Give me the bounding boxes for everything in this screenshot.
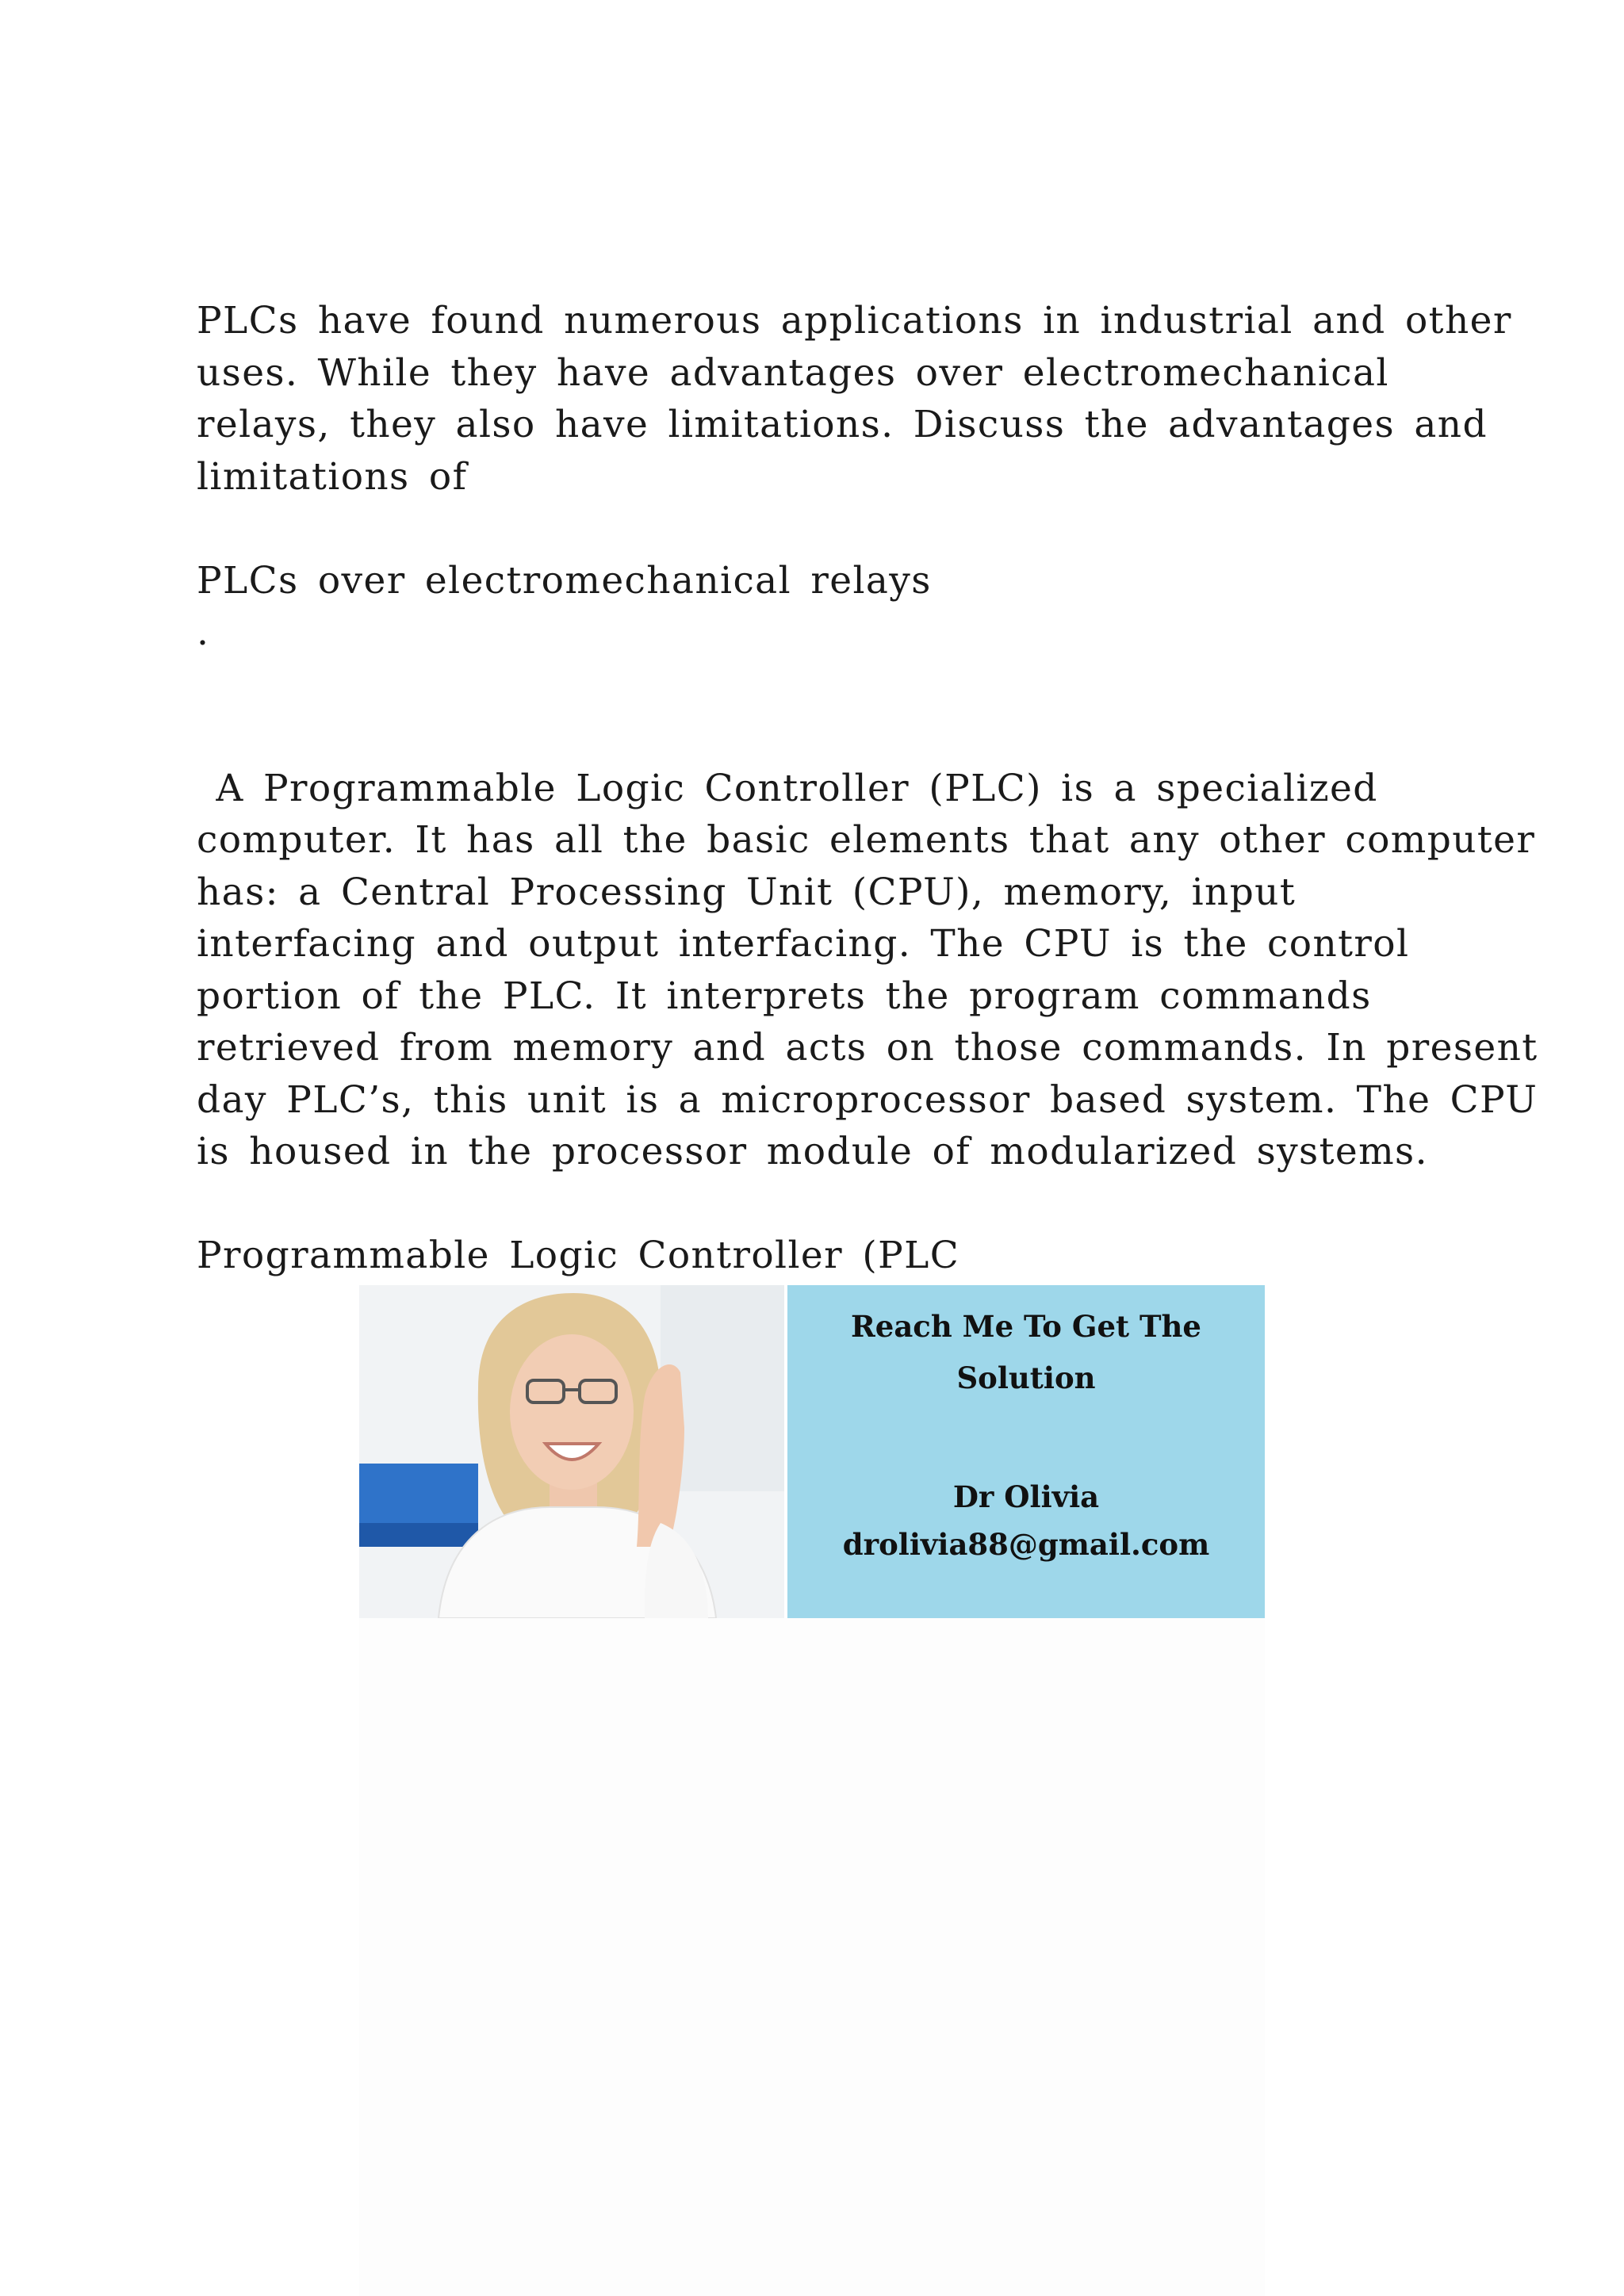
answer-line: computer. It has all the basic elements that any other computer xyxy=(197,818,1536,862)
answer-line: has: a Central Processing Unit (CPU), memory, input xyxy=(197,870,1297,914)
contact-panel xyxy=(787,1285,1265,1618)
banner-line-2: Solution xyxy=(956,1360,1096,1395)
blank-gap xyxy=(197,659,1450,763)
answer-line: interfacing and output interfacing. The CPU is the control xyxy=(197,922,1410,966)
answer-line: retrieved from memory and acts on those commands. In present xyxy=(197,1026,1538,1070)
question-line: PLCs have found numerous applications in industrial and other xyxy=(197,299,1512,342)
question-dot: . xyxy=(197,610,210,654)
footer-line: Programmable Logic Controller (PLC xyxy=(197,1234,960,1277)
photo-illustration xyxy=(359,1285,784,1618)
blank-line xyxy=(197,503,1450,555)
woman-photo xyxy=(359,1285,784,1618)
question-line: limitations of xyxy=(197,454,468,499)
answer-line: is housed in the processor module of modularized systems. xyxy=(197,1130,1428,1173)
question-line: relays, they also have limitations. Discuss the advantages and xyxy=(197,403,1488,446)
question-tail: PLCs over electromechanical relays xyxy=(197,558,932,603)
banner-line-1: Reach Me To Get The xyxy=(851,1309,1201,1344)
contact-banner xyxy=(359,1285,1265,1618)
answer-line: day PLC’s, this unit is a microprocessor based system. The CPU xyxy=(197,1077,1538,1122)
contact-email[interactable]: drolivia88@gmail.com xyxy=(842,1527,1210,1562)
answer-line: portion of the PLC. It interprets the program commands xyxy=(197,974,1372,1018)
empty-area xyxy=(359,1618,1265,2296)
question-line: uses. While they have advantages over electromechanical xyxy=(197,350,1389,395)
blank-line xyxy=(197,1178,1450,1230)
document-body xyxy=(197,295,1538,1282)
contact-name: Dr Olivia xyxy=(952,1479,1100,1514)
answer-line: A Programmable Logic Controller (PLC) is a specialized xyxy=(197,766,1378,810)
